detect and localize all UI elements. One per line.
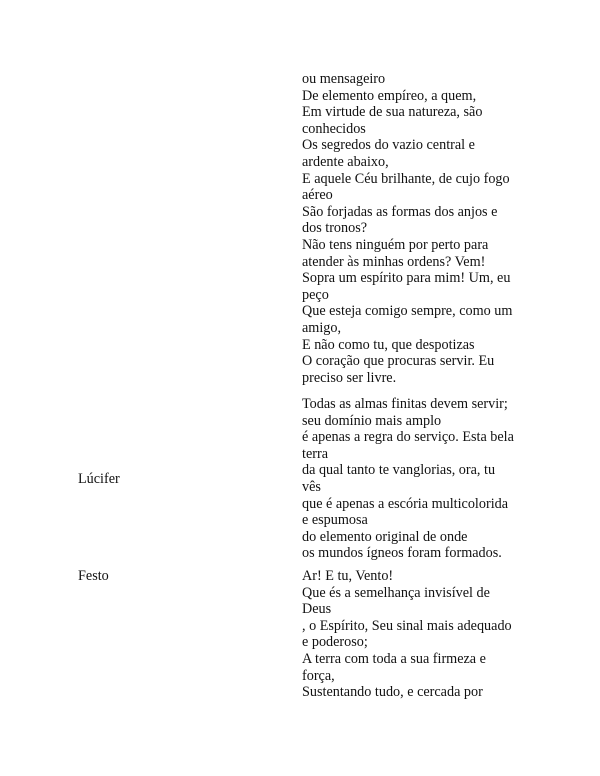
- verse-line: aéreo: [302, 187, 333, 204]
- verse-line: Que és a semelhança invisível de: [302, 584, 490, 601]
- verse-line: ou mensageiro: [302, 71, 386, 87]
- verse-line: O coração que procuras servir. Eu: [302, 353, 495, 370]
- verse-line: Ar! E tu, Vento!: [302, 568, 394, 584]
- verse-line: peço: [302, 286, 329, 303]
- speaker-name-lucifer: Lúcifer: [78, 471, 120, 487]
- speaker-name-festo: Festo: [78, 568, 109, 584]
- verse-line: Todas as almas finitas devem servir;: [302, 396, 508, 412]
- verse-line: preciso ser livre.: [302, 369, 397, 386]
- verse-line: amigo,: [302, 319, 342, 336]
- dialogue-block-3: [302, 568, 512, 701]
- verse-line: seu domínio mais amplo: [302, 412, 442, 429]
- verse-line: ardente abaixo,: [302, 153, 389, 170]
- verse-line: do elemento original de onde: [302, 528, 468, 545]
- verse-line: Não tens ninguém por perto para: [302, 236, 489, 253]
- verse-line: E aquele Céu brilhante, de cujo fogo: [302, 170, 510, 187]
- verse-line: , o Espírito, Seu sinal mais adequado: [302, 617, 512, 634]
- verse-line: atender às minhas ordens? Vem!: [302, 253, 486, 270]
- verse-line: Que esteja comigo sempre, como um: [302, 303, 513, 320]
- verse-line: São forjadas as formas dos anjos e: [302, 203, 498, 220]
- verse-line: e poderoso;: [302, 634, 368, 651]
- verse-line: que é apenas a escória multicolorida: [302, 495, 509, 512]
- verse-line: Em virtude de sua natureza, são: [302, 104, 483, 121]
- dialogue-block-2: [302, 396, 514, 562]
- verse-line: De elemento empíreo, a quem,: [302, 87, 477, 104]
- verse-line: conhecidos: [302, 120, 366, 137]
- dialogue-block-1: [302, 71, 512, 386]
- verse-line: da qual tanto te vanglorias, ora, tu: [302, 462, 496, 479]
- verse-line: vês: [302, 478, 321, 495]
- verse-line: Deus: [302, 601, 332, 618]
- verse-line: E não como tu, que despotizas: [302, 336, 475, 353]
- verse-line: dos tronos?: [302, 220, 368, 237]
- verse-line: força,: [302, 667, 335, 684]
- verse-line: A terra com toda a sua firmeza e: [302, 650, 486, 667]
- verse-line: e espumosa: [302, 512, 368, 529]
- verse-line: Sopra um espírito para mim! Um, eu: [302, 270, 511, 287]
- verse-line: Sustentando tudo, e cercada por: [302, 684, 483, 701]
- verse-line: Os segredos do vazio central e: [302, 137, 475, 154]
- verse-line: os mundos ígneos foram formados.: [302, 545, 502, 562]
- verse-line: terra: [302, 445, 328, 462]
- verse-line: é apenas a regra do serviço. Esta bela: [302, 429, 514, 446]
